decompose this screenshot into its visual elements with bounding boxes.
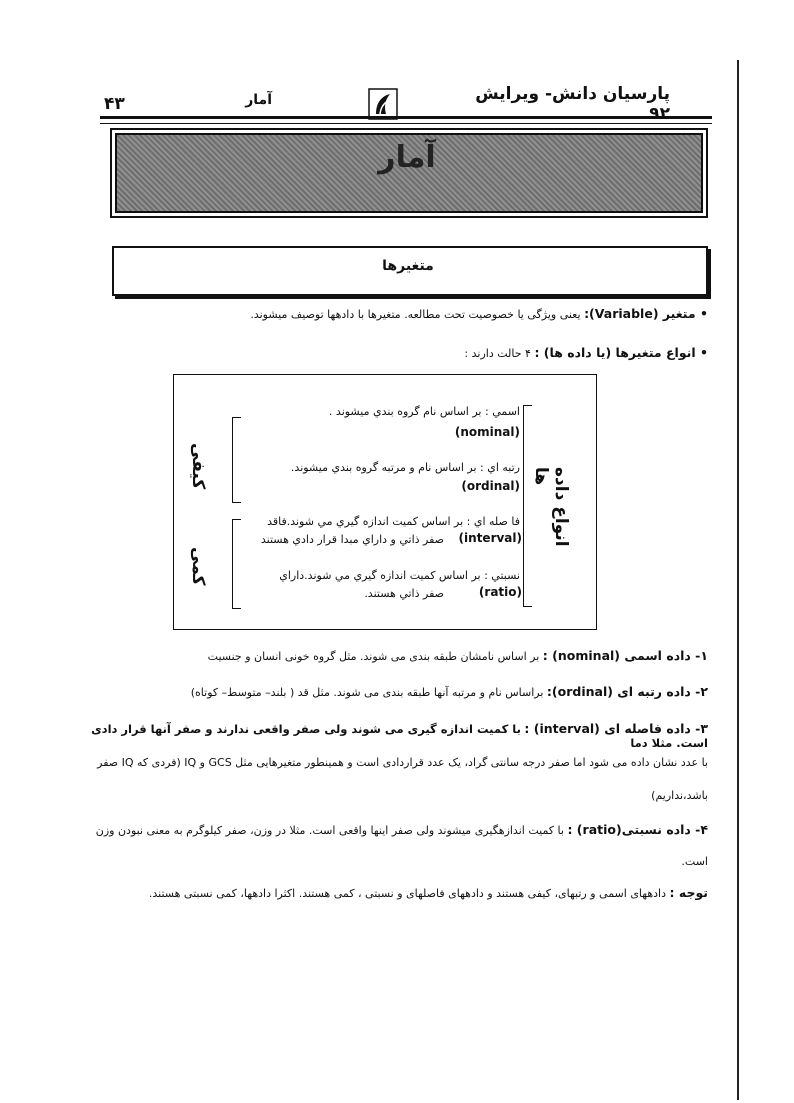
item-interval-line3: باشد،نداریم) — [651, 789, 708, 802]
section-title: متغیرها — [382, 258, 434, 274]
header-subject: آمار — [245, 92, 272, 108]
item-interval-term: ۳- داده فاصله ای (interval) : — [524, 721, 708, 736]
item-ratio-term: ۴- داده نسبتی(ratio) : — [567, 822, 708, 837]
item-ordinal — [58, 684, 708, 699]
ratio-desc-1: نسبتي : بر اساس كميت اندازه گيري مي شوند.داراي — [279, 569, 520, 582]
main-label: انواع داده ها — [531, 467, 571, 547]
quantitative-bracket — [232, 519, 241, 609]
chapter-title: آمار — [378, 140, 436, 175]
ratio-desc-2: صفر ذاتي هستند. — [364, 587, 444, 600]
interval-en: (interval) — [458, 531, 522, 545]
interval-desc-2: صفر ذاتي و داراي مبدا قرار دادي هستند — [260, 533, 444, 546]
qualitative-label: کیفی — [188, 443, 208, 490]
item-ordinal-term: ۲- داده رتبه ای (ordinal): — [546, 684, 708, 699]
ordinal-desc: رتبه اي : بر اساس نام و مرتبه گروه بندي ميشوند. — [290, 461, 520, 474]
ordinal-en: (ordinal) — [461, 479, 520, 493]
note — [58, 885, 708, 900]
page-number: ۴۳ — [104, 94, 125, 114]
nominal-en: (nominal) — [454, 425, 520, 439]
interval-desc-1: فا صله اي : بر اساس كميت اندازه گيري مي شوند.فاقد — [267, 515, 520, 528]
note-term: توجه : — [669, 885, 708, 900]
item-interval-line2: با عدد نشان داده می شود اما صفر درجه سانتی گراد، یک عدد قراردادی است و همینطور متغیرهایی مثل GCS و IQ (فردی که IQ صفر — [97, 756, 708, 769]
quantitative-label: کمی — [188, 547, 208, 586]
variable-def-text: یعنی ویژگی یا خصوصیت تحت مطالعه. متغیرها با دادهها توصیف میشوند. — [250, 308, 581, 321]
types-term: • انواع متغیرها (یا داده ها) : — [534, 345, 708, 360]
item-interval-text: با کمیت اندازه گیری می شوند ولی صفر واقعی ندارند و صفر آنها قرار دادی است. مثلا دما — [91, 722, 708, 750]
item-ratio — [58, 822, 708, 837]
types-intro — [88, 345, 708, 360]
page-edge-line — [737, 60, 739, 1100]
item-ratio-text: با کمیت اندازهگیری میشوند ولی صفر اینها واقعی است. مثلا در وزن، صفر کیلوگرم به معنی نبودن وزن — [95, 824, 564, 837]
variable-definition — [88, 306, 708, 321]
item-nominal — [58, 648, 708, 663]
types-def-text: ۴ حالت دارند : — [464, 347, 531, 360]
item-interval — [58, 721, 708, 750]
item-ratio-line2: است. — [681, 855, 708, 868]
ratio-en: (ratio) — [478, 585, 522, 599]
data-types-diagram — [173, 374, 597, 630]
note-text: دادههای اسمی و رتبهای، کیفی هستند و دادههای فاصلهای و نسبتی ، کمی هستند. اکثرا دادهها، کمی نسبتی هستند. — [148, 887, 667, 900]
qualitative-bracket — [232, 417, 241, 503]
variable-term: • متغیر (Variable): — [584, 306, 708, 321]
item-nominal-text: بر اساس نامشان طبقه بندی می شوند. مثل گروه خونی انسان و جنسیت — [207, 650, 540, 663]
nominal-desc: اسمي : بر اساس نام گروه بندي ميشوند . — [328, 405, 520, 418]
header-rule — [100, 116, 712, 124]
item-nominal-term: ۱- داده اسمی (nominal) : — [542, 648, 708, 663]
item-ordinal-text: براساس نام و مرتبه آنها طبقه بندی می شوند. مثل قد ( بلند– متوسط– کوتاه) — [190, 686, 544, 699]
book-title: پارسیان دانش- ویرایش ۹۲ — [475, 84, 670, 124]
